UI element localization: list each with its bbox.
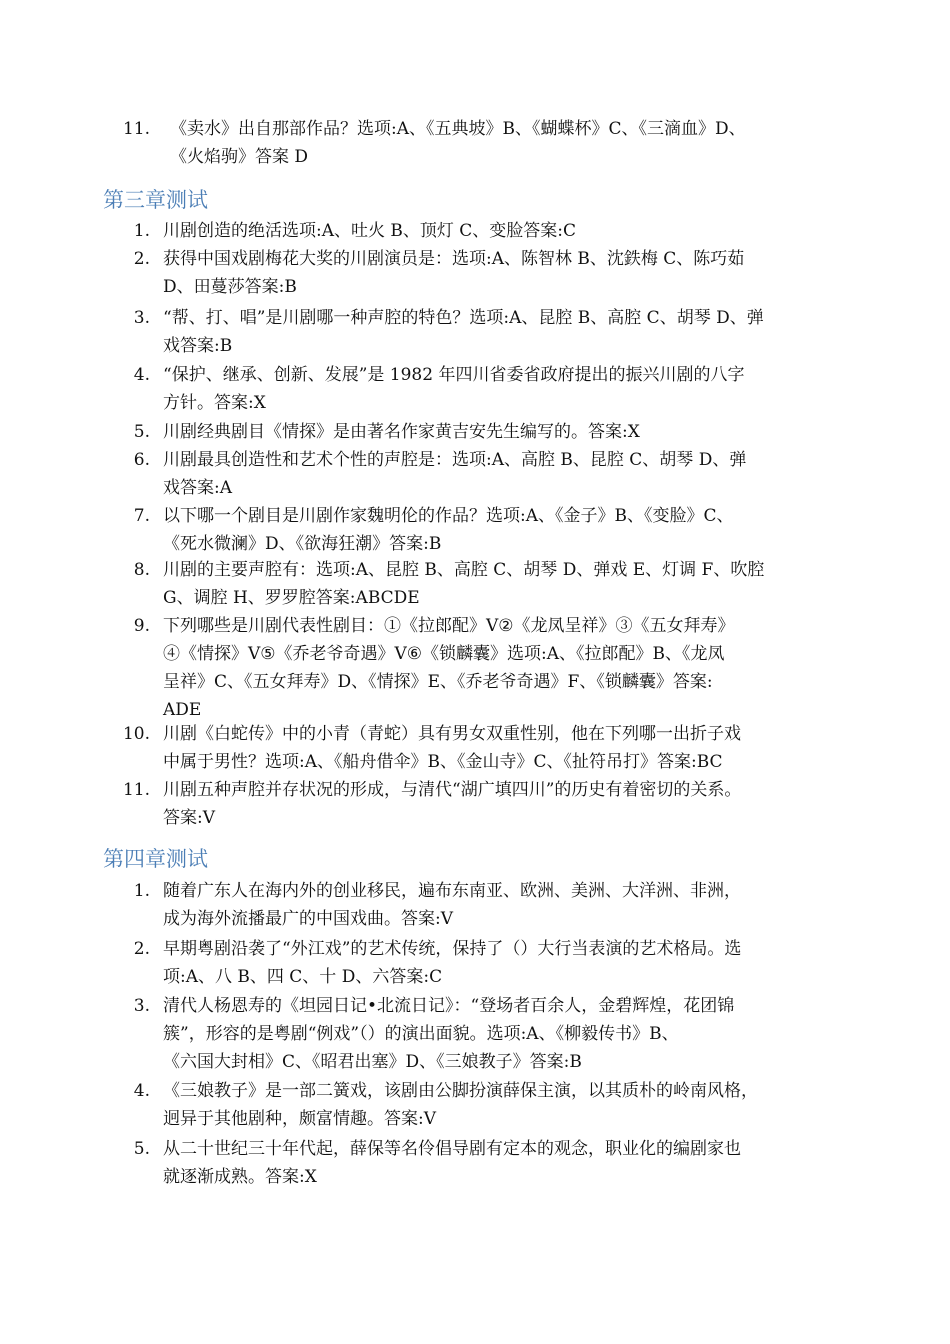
item-text: 随着广东人在海内外的创业移民，遍布东南亚、欧洲、美洲、大洋洲、非洲， 成为海外流播最广的中国戏曲。答案:V [163, 881, 741, 929]
item-number: 4. [133, 1081, 150, 1101]
item-text: 获得中国戏剧梅花大奖的川剧演员是：选项:A、陈智林 B、沈鉄梅 C、陈巧茹 D、田蔓莎答案:B [163, 249, 745, 297]
item-number: 1. [133, 221, 150, 241]
item-number: 7. [133, 506, 150, 526]
item-number: 11. [122, 780, 150, 800]
item-text: 下列哪些是川剧代表性剧目：①《拉郎配》V②《龙凤呈祥》③《五女拜寿》 ④《情探》V⑤《乔老爷奇遇》V⑥《锁麟囊》选项:A、《拉郎配》B、《龙凤 呈祥》C、《五女拜寿》D、《情探》E、《乔老爷奇遇》F、《锁麟囊》答案: ADE [163, 616, 735, 720]
chapter-heading: 第四章测试 [103, 847, 208, 871]
item-text: 《卖水》出自那部作品？选项:A、《五典坡》B、《蝴蝶杯》C、《三滴血》D、 《火焰驹》答案 D [170, 119, 746, 167]
item-number: 2. [133, 939, 150, 959]
item-text: 清代人杨恩寿的《坦园日记•北流日记》：“登场者百余人，金碧辉煌，花团锦 簇”，形容的是粤剧“例戏”（）的演出面貌。选项:A、《柳毅传书》B、 《六国大封相》C、《昭君出塞》D、《三娘教子》答案:B [163, 996, 735, 1072]
item-text: 《三娘教子》是一部二簧戏，该剧由公脚扮演薛保主演，以其质朴的岭南风格， 迥异于其他剧种，颇富情趣。答案:V [163, 1081, 758, 1129]
item-text: 川剧的主要声腔有：选项:A、昆腔 B、高腔 C、胡琴 D、弹戏 E、灯调 F、吹腔 G、调腔 H、罗罗腔答案:ABCDE [163, 560, 765, 608]
item-text: 从二十世纪三十年代起，薛保等名伶倡导剧有定本的观念，职业化的编剧家也 就逐渐成熟。答案:X [163, 1139, 741, 1187]
chapter-heading: 第三章测试 [103, 188, 208, 212]
item-number: 9. [133, 616, 150, 636]
item-text: 以下哪一个剧目是川剧作家魏明伦的作品？选项:A、《金子》B、《变脸》C、 《死水微澜》D、《欲海狂潮》答案:B [163, 506, 734, 554]
item-text: “帮、打、唱”是川剧哪一种声腔的特色？选项:A、昆腔 B、高腔 C、胡琴 D、弹 戏答案:B [163, 308, 764, 356]
item-number: 1. [133, 881, 150, 901]
item-number: 6. [133, 450, 150, 470]
item-number: 2. [133, 249, 150, 269]
item-number: 10. [122, 724, 150, 744]
item-number: 4. [133, 365, 150, 385]
item-text: 川剧五种声腔并存状况的形成，与清代“湖广填四川”的历史有着密切的关系。 答案:V [163, 780, 742, 828]
item-number: 5. [133, 1139, 150, 1159]
item-text: 早期粤剧沿袭了“外江戏”的艺术传统，保持了（）大行当表演的艺术格局。选 项:A、八 B、四 C、十 D、六答案:C [163, 939, 742, 987]
item-text: 川剧《白蛇传》中的小青（青蛇）具有男女双重性别，他在下列哪一出折子戏 中属于男性？选项:A、《船舟借伞》B、《金山寺》C、《扯符吊打》答案:BC [163, 724, 741, 772]
item-text: 川剧最具创造性和艺术个性的声腔是：选项:A、高腔 B、昆腔 C、胡琴 D、弹 戏答案:A [163, 450, 747, 498]
item-text: 川剧创造的绝活选项:A、吐火 B、顶灯 C、变脸答案:C [163, 221, 577, 241]
item-number: 3. [133, 308, 150, 328]
item-text: “保护、继承、创新、发展”是 1982 年四川省委省政府提出的振兴川剧的八字 方针。答案:X [163, 365, 745, 413]
item-text: 川剧经典剧目《情探》是由著名作家黄吉安先生编写的。答案:X [163, 422, 640, 442]
item-number: 3. [133, 996, 150, 1016]
item-number: 8. [133, 560, 150, 580]
item-number: 5. [133, 422, 150, 442]
item-number: 11. [122, 119, 150, 139]
